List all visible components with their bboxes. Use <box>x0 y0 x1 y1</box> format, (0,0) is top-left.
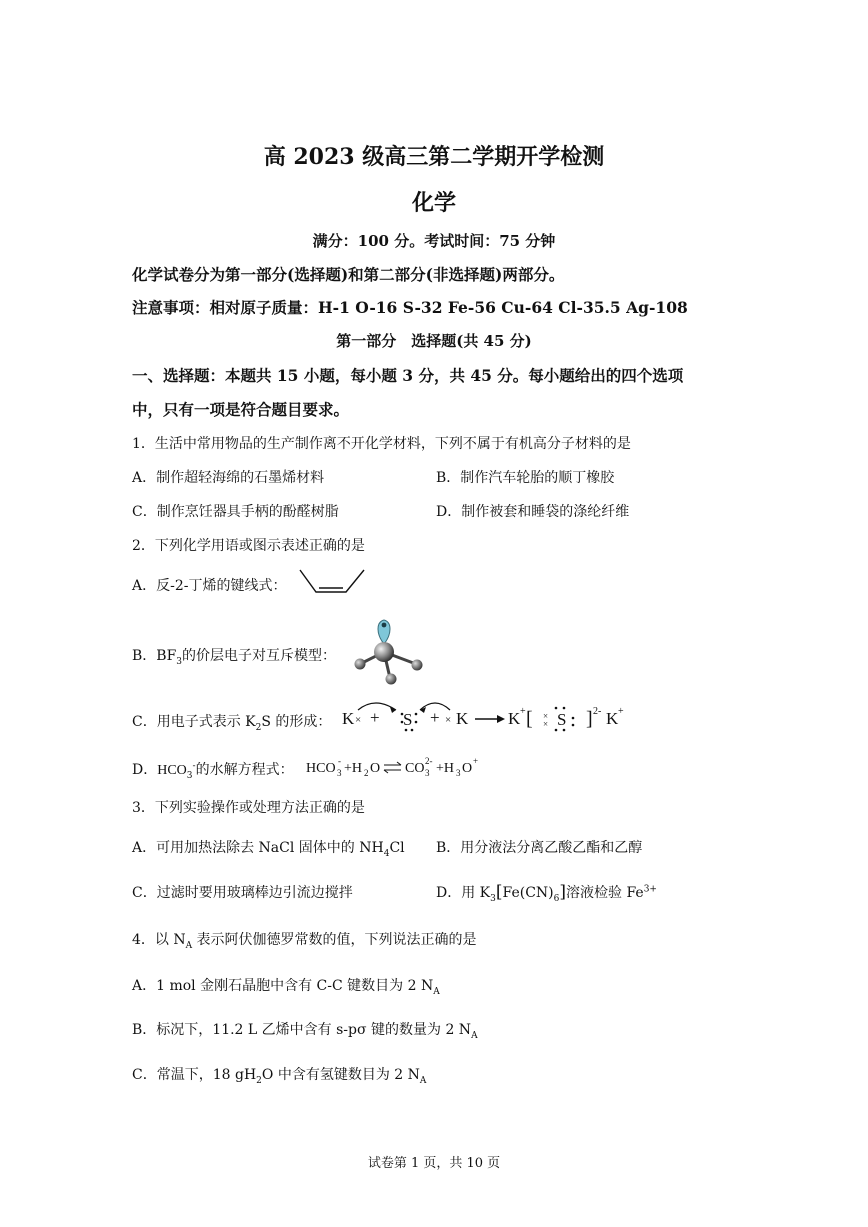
svg-text:3: 3 <box>425 768 430 778</box>
q4-option-b: B．标况下，11.2 L 乙烯中含有 s-pσ 键的数量为 2 $N_A$ <box>132 1022 478 1041</box>
svg-text:+H: +H <box>344 761 363 776</box>
svg-text:S: S <box>557 710 567 729</box>
svg-text:×: × <box>445 714 452 726</box>
svg-text:×: × <box>355 714 362 726</box>
svg-text:2-: 2- <box>593 706 602 717</box>
svg-text:×: × <box>543 719 549 729</box>
score-time: 满分：100 分。考试时间：75 分钟 <box>312 232 556 250</box>
q1-stem: 1．生活中常用物品的生产制作离不开化学材料，下列不属于有机高分子材料的是 <box>132 436 631 452</box>
svg-text:2: 2 <box>364 768 369 778</box>
svg-text:3: 3 <box>337 768 342 778</box>
section-instructions-line2: 中，只有一项是符合题目要求。 <box>132 400 350 419</box>
svg-text:+H: +H <box>436 761 455 776</box>
q2-option-a: A．反-2-丁烯的键线式： <box>132 578 287 594</box>
svg-text:+: + <box>520 706 526 717</box>
svg-text:S: S <box>403 710 413 729</box>
q4-option-c: C．常温下，18 $gH_2O$ 中含有氢键数目为 2 $N_A$ <box>132 1067 427 1086</box>
svg-text:+: + <box>473 756 479 766</box>
svg-text:×: × <box>543 711 549 721</box>
q1-option-b: B．制作汽车轮胎的顺丁橡胶 <box>436 470 615 486</box>
trans-2-butene-skeletal-diagram <box>296 566 370 598</box>
svg-text:+: + <box>370 708 380 727</box>
svg-text:3: 3 <box>456 768 461 778</box>
svg-text:+: + <box>618 706 624 717</box>
svg-text:O: O <box>370 761 381 776</box>
exam-title: 高 2023 级高三第二学期开学检测 <box>263 144 605 170</box>
q2-option-b: B．$BF_3$的价层电子对互斥模型： <box>132 648 337 667</box>
q3-option-c: C．过滤时要用玻璃棒边引流边搅拌 <box>132 885 353 901</box>
q1-option-d: D．制作被套和睡袋的涤纶纤维 <box>436 504 630 520</box>
part1-title: 第一部分 选择题(共 45 分) <box>336 332 532 350</box>
q1-option-a: A．制作超轻海绵的石墨烯材料 <box>132 470 325 486</box>
notes-line: 注意事项：相对原子质量：H-1 O-16 S-32 Fe-56 Cu-64 Cl-35.5 Ag-108 <box>132 298 688 317</box>
section-instructions-line1: 一、选择题：本题共 15 小题，每小题 3 分，共 45 分。每小题给出的四个选项 <box>132 366 684 385</box>
hco3-hydrolysis-equation <box>304 754 500 780</box>
bf3-vsepr-model <box>348 614 432 686</box>
svg-text:K: K <box>342 709 355 728</box>
k2s-electron-formation-diagram <box>340 694 640 734</box>
svg-text:K: K <box>456 709 469 728</box>
svg-text:]: ] <box>586 708 593 730</box>
q4-option-a: A．1 mol 金刚石晶胞中含有 C-C 键数目为 2 $N_A$ <box>132 978 440 997</box>
q3-stem: 3．下列实验操作或处理方法正确的是 <box>132 800 365 816</box>
svg-text:-: - <box>338 756 341 766</box>
q4-stem: 4．以 $N_A$ 表示阿伏伽德罗常数的值，下列说法正确的是 <box>132 932 477 951</box>
svg-text:O: O <box>462 761 473 776</box>
intro-line: 化学试卷分为第一部分(选择题)和第二部分(非选择题)两部分。 <box>132 265 565 284</box>
svg-text:K: K <box>606 709 619 728</box>
q2-option-d: D．$HCO_3^-$的水解方程式： <box>132 761 294 781</box>
q3-option-a: A．可用加热法除去 NaCl 固体中的 $NH_4Cl$ <box>132 840 405 859</box>
svg-text:CO: CO <box>405 761 425 776</box>
q2-stem: 2．下列化学用语或图示表述正确的是 <box>132 538 365 554</box>
q3-option-d: D．用 $K_3[Fe(CN)_6]$溶液检验 $Fe^{3+}$ <box>436 882 657 904</box>
svg-text:2-: 2- <box>425 756 433 766</box>
subject-title: 化学 <box>411 190 456 216</box>
svg-text:K: K <box>508 709 521 728</box>
q1-option-c: C．制作烹饪器具手柄的酚醛树脂 <box>132 504 339 520</box>
svg-text:[: [ <box>526 708 533 730</box>
page-footer: 试卷第 1 页，共 10 页 <box>367 1156 501 1171</box>
q3-option-b: B．用分液法分离乙酸乙酯和乙醇 <box>436 840 643 856</box>
svg-text:+: + <box>430 708 440 727</box>
svg-text:HCO: HCO <box>306 761 336 776</box>
q2-option-c: C．用电子式表示 $K_2S$ 的形成： <box>132 714 332 733</box>
